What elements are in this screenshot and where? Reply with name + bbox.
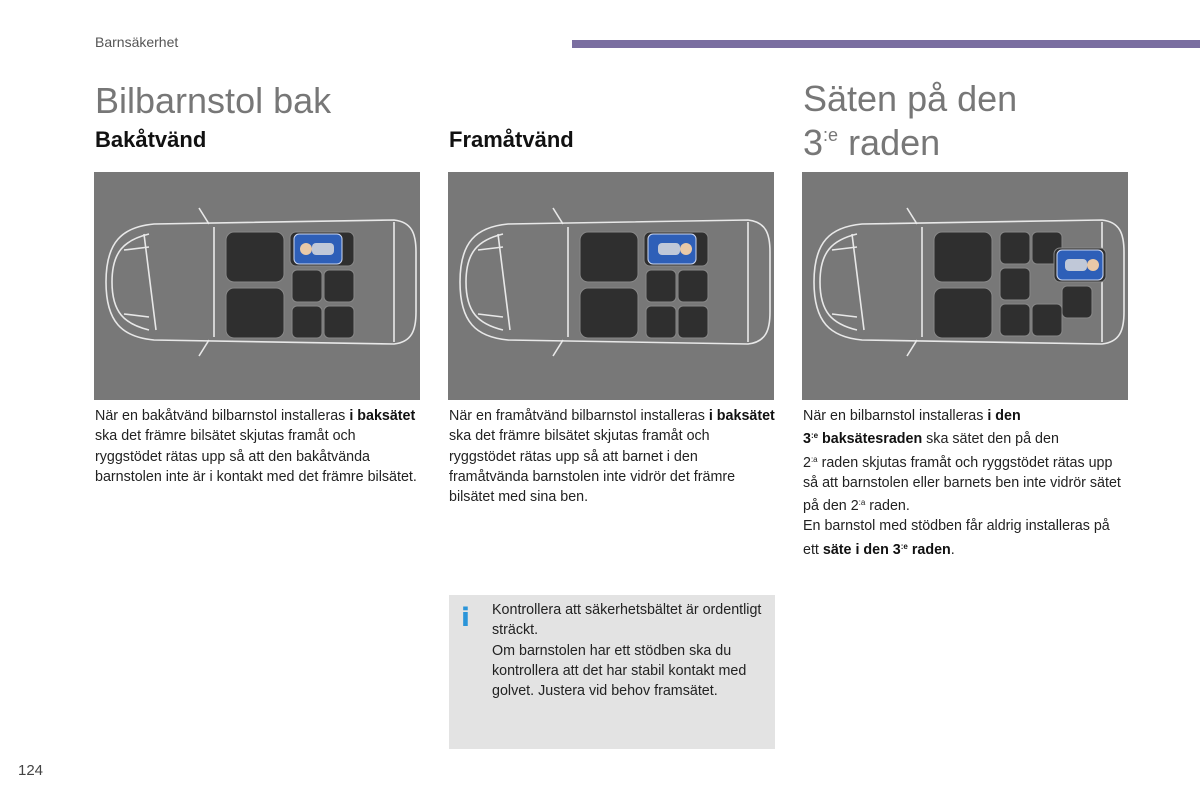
info-text <box>492 600 764 701</box>
third-row-text-4: En barnstol med stödben får aldrig installeras på ett <box>803 518 1110 558</box>
car-topview-graphic <box>94 172 420 400</box>
section-label: Barnsäkerhet <box>95 34 179 50</box>
forward-facing-text-2: ska det främre bilsätet skjutas framåt och ryggstödet rätas upp så att barnet i den framåtvända barnstolen inte vidrör det främre bilsätet med sina ben. <box>449 428 736 506</box>
third-row-title-rest: raden <box>848 122 941 163</box>
third-row-title-number: 3 <box>803 122 824 163</box>
page-number: 124 <box>18 762 44 779</box>
rear-facing-description <box>95 406 425 487</box>
third-row-title <box>803 80 1017 161</box>
rear-facing-text-1: När en bakåtvänd bilbarnstol installeras <box>95 408 350 424</box>
third-row-title-line1: Säten på den <box>803 78 1018 119</box>
page-title: Bilbarnstol bak <box>95 80 332 121</box>
third-row-bold-3: säte i den $3^{:e}$ raden <box>822 541 951 558</box>
forward-facing-heading: Framåtvänd <box>449 127 574 152</box>
car-topview-graphic <box>802 172 1128 400</box>
third-row-title-sup: :e <box>823 125 839 145</box>
info-icon: i <box>461 603 470 633</box>
third-row-text-3: $2^{:a}$ raden skjutas framåt och ryggstödet rätas upp så att barnstolen eller barnets ben inte vidrör sätet på den $2^{:a}$ raden. <box>803 454 1121 515</box>
third-row-bold-1: i den <box>987 408 1021 424</box>
third-row-car-illustration <box>802 172 1128 400</box>
info-line-2: Om barnstolen har ett stödben ska du kontrollera att det har stabil kontakt med golvet. Justera vid behov framsätet. <box>492 642 747 700</box>
rear-facing-text-2: ska det främre bilsätet skjutas framåt och ryggstödet rätas upp så att den bakåtvända barnstolen inte är i kontakt med det främre bilsätet. <box>95 428 417 485</box>
rear-facing-bold-1: i baksätet <box>349 408 416 424</box>
forward-facing-text-1: När en framåtvänd bilbarnstol installeras <box>449 408 709 424</box>
header-accent-bar <box>572 40 1200 48</box>
rear-facing-heading: Bakåtvänd <box>95 127 207 152</box>
forward-facing-description <box>449 406 775 507</box>
third-row-description <box>803 406 1123 560</box>
third-row-text-1: När en bilbarnstol installeras <box>803 408 988 424</box>
third-row-text-2: ska sätet den på den <box>922 431 1059 448</box>
info-box <box>449 595 775 749</box>
forward-facing-bold-1: i baksätet <box>708 408 775 424</box>
forward-facing-car-illustration <box>448 172 774 400</box>
third-row-bold-2: $3^{:e}$ baksätesraden <box>803 431 923 448</box>
rear-facing-car-illustration <box>94 172 420 400</box>
third-row-text-5: . <box>950 541 955 558</box>
info-line-1: Kontrollera att säkerhetsbältet är ordentligt sträckt. <box>492 602 762 639</box>
car-topview-graphic <box>448 172 774 400</box>
